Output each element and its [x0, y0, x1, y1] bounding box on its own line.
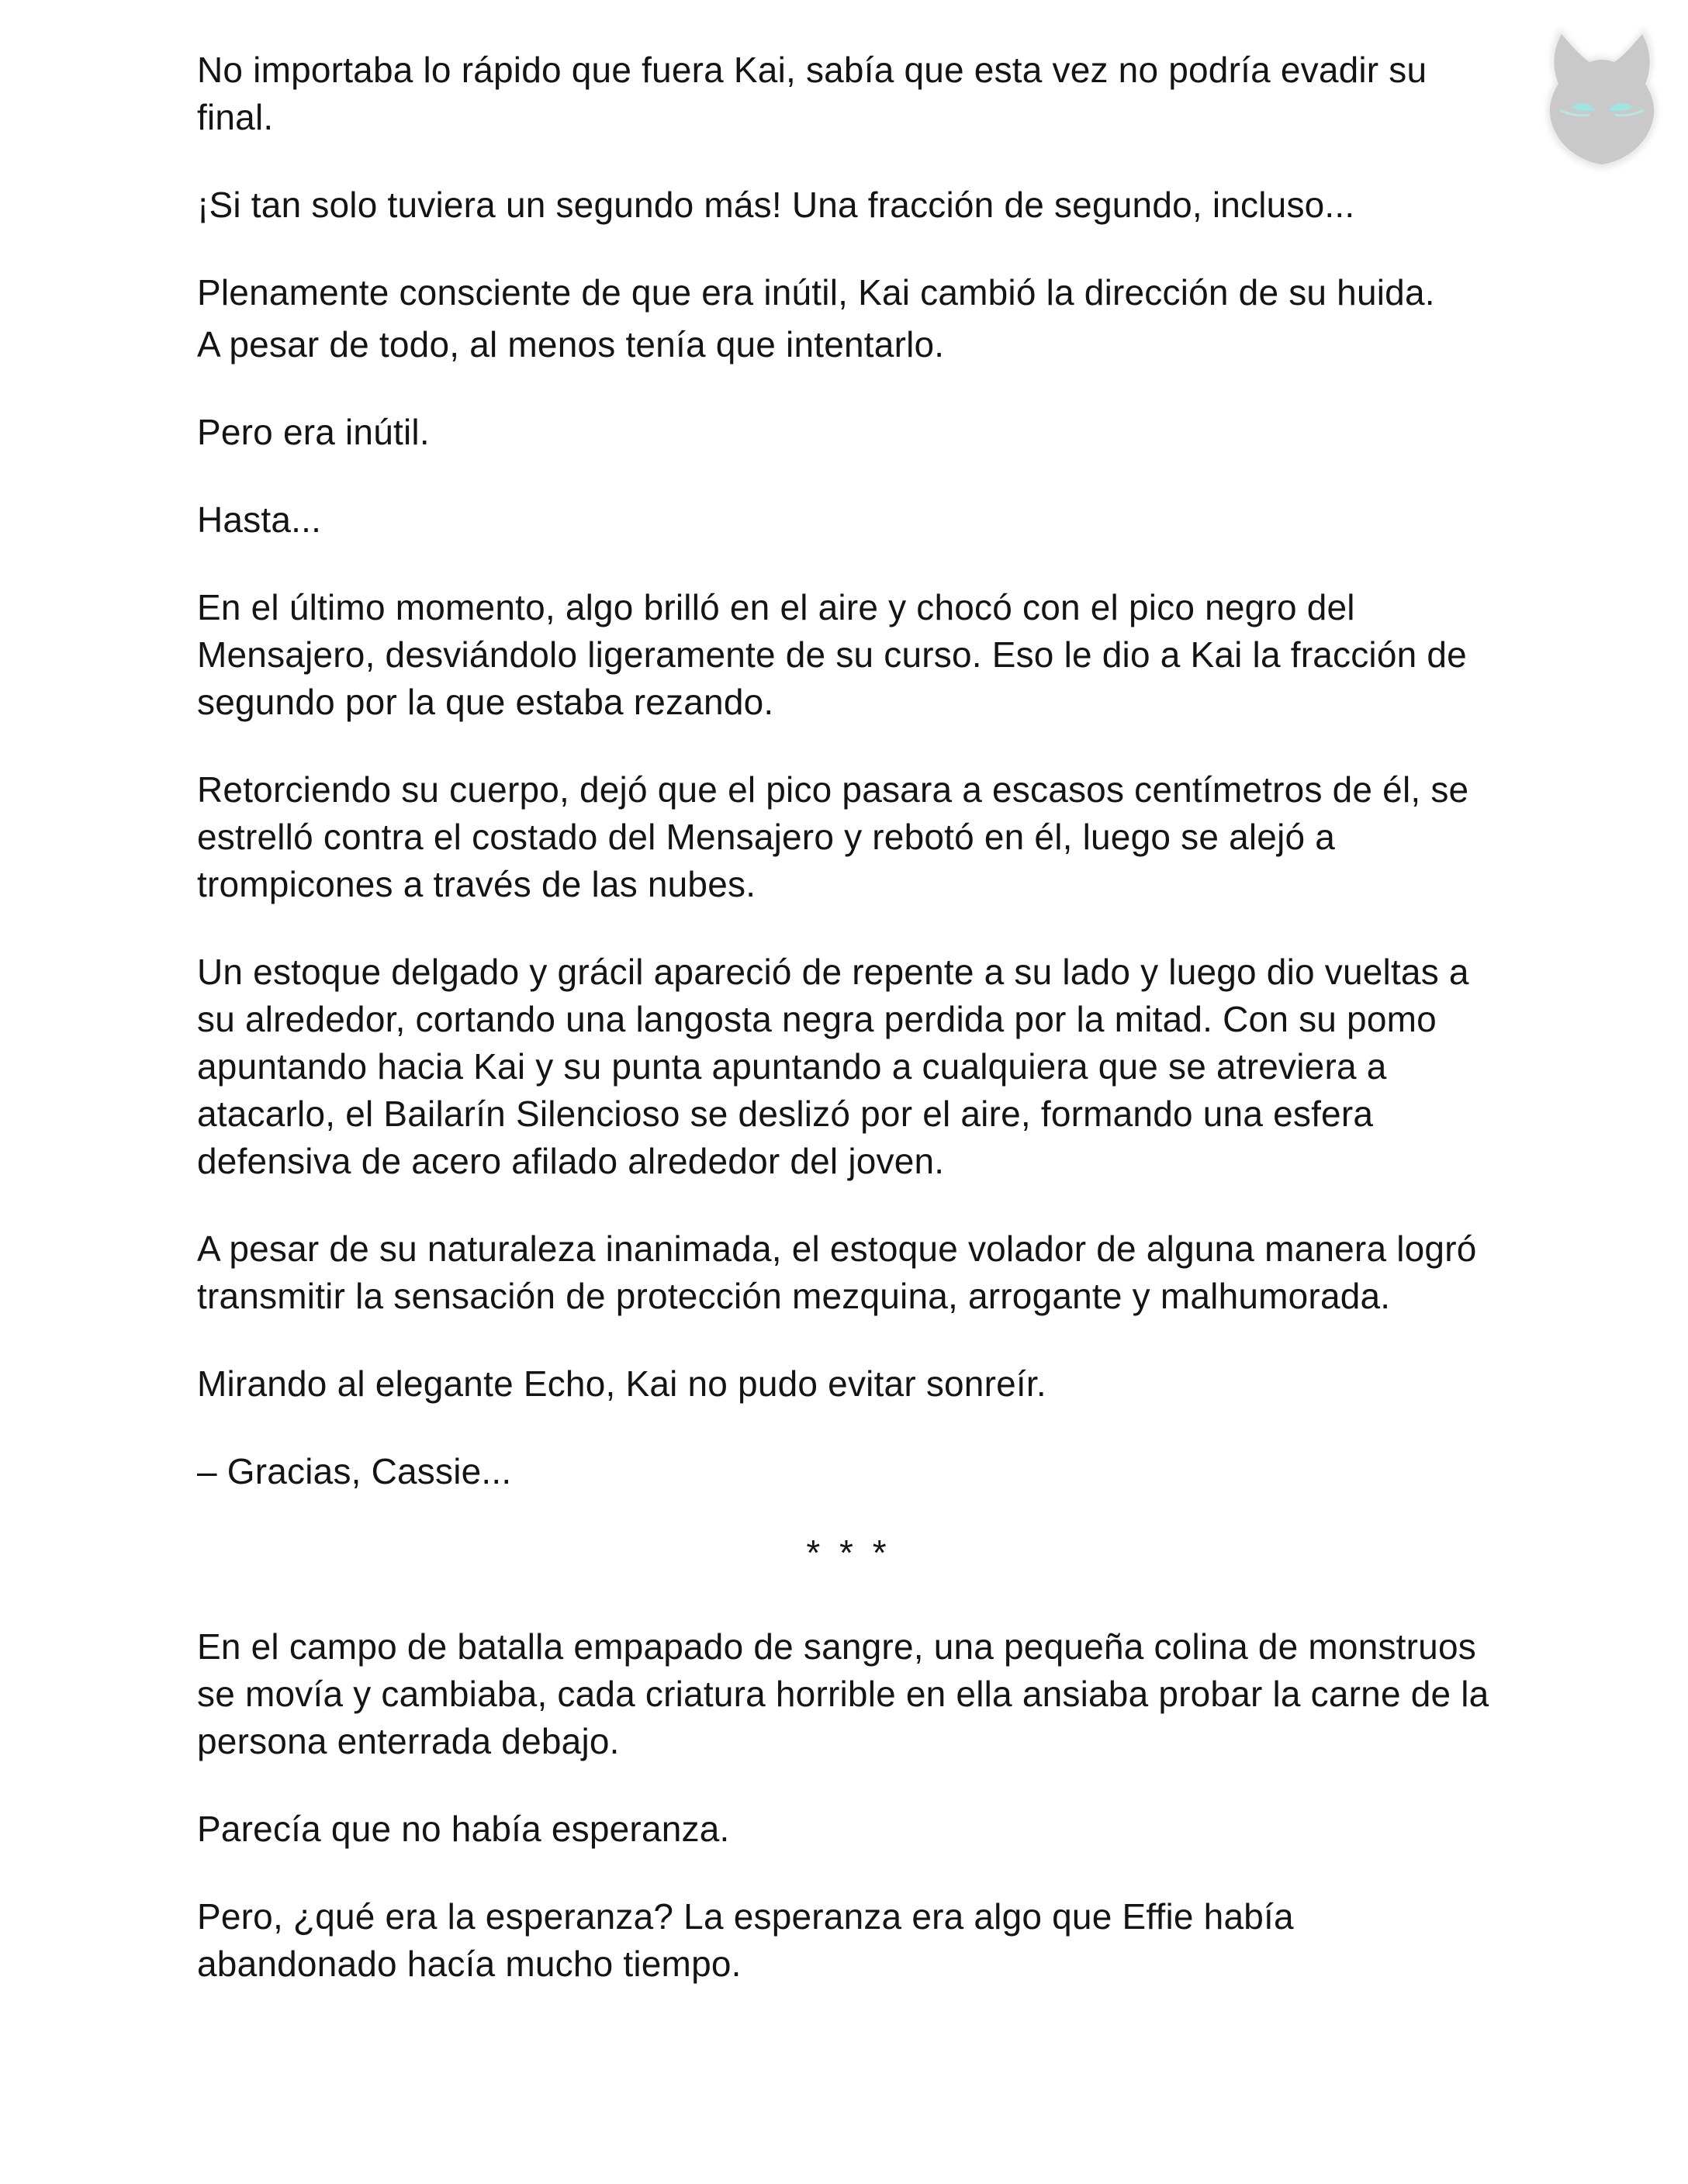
paragraph: En el último momento, algo brilló en el aire y chocó con el pico negro del Mensajero, desviándolo ligeramente de su curso. Eso le dio a Kai la fracción de segundo por la que estaba rezando. — [197, 587, 1467, 722]
paragraph: Parecía que no había esperanza. — [197, 1809, 730, 1849]
paragraph: Hasta... — [197, 499, 322, 540]
paragraph: Pero, ¿qué era la esperanza? La esperanza era algo que Effie había abandonado hacía mucho tiempo. — [197, 1896, 1294, 1984]
document-page — [197, 47, 1500, 1988]
paragraph: En el campo de batalla empapado de sangre, una pequeña colina de monstruos se movía y cambiaba, cada criatura horrible en ella ansiaba probar la carne de la persona enterrada debajo. — [197, 1626, 1489, 1761]
paragraph: Mirando al elegante Echo, Kai no pudo evitar sonreír. — [197, 1363, 1046, 1404]
paragraph: ¡Si tan solo tuviera un segundo más! Una fracción de segundo, incluso... — [197, 185, 1355, 225]
paragraph: Retorciendo su cuerpo, dejó que el pico pasara a escasos centímetros de él, se estrelló contra el costado del Mensajero y rebotó en él, luego se alejó a trompicones a través de las nubes. — [197, 769, 1469, 904]
demon-head-icon — [1524, 14, 1679, 185]
dialogue-line: – Gracias, Cassie... — [197, 1451, 512, 1491]
paragraph: A pesar de su naturaleza inanimada, el estoque volador de alguna manera logró transmitir la sensación de protección mezquina, arrogante y malhumorada. — [197, 1228, 1477, 1316]
paragraph: Pero era inútil. — [197, 412, 430, 452]
paragraph: No importaba lo rápido que fuera Kai, sabía que esta vez no podría evadir su final. — [197, 50, 1427, 137]
paragraph: Plenamente consciente de que era inútil, Kai cambió la dirección de su huida. — [197, 272, 1435, 313]
paragraph: A pesar de todo, al menos tenía que intentarlo. — [197, 324, 945, 365]
scene-separator: * * * — [806, 1533, 891, 1573]
paragraph: Un estoque delgado y grácil apareció de repente a su lado y luego dio vueltas a su alrededor, cortando una langosta negra perdida por la mitad. Con su pomo apuntando hacia Kai y su punta apuntando a cualquiera que se atreviera a atacarlo, el Bailarín Silencioso se deslizó por el aire, formando una esfera defensiva de acero afilado alrededor del joven. — [197, 952, 1469, 1181]
